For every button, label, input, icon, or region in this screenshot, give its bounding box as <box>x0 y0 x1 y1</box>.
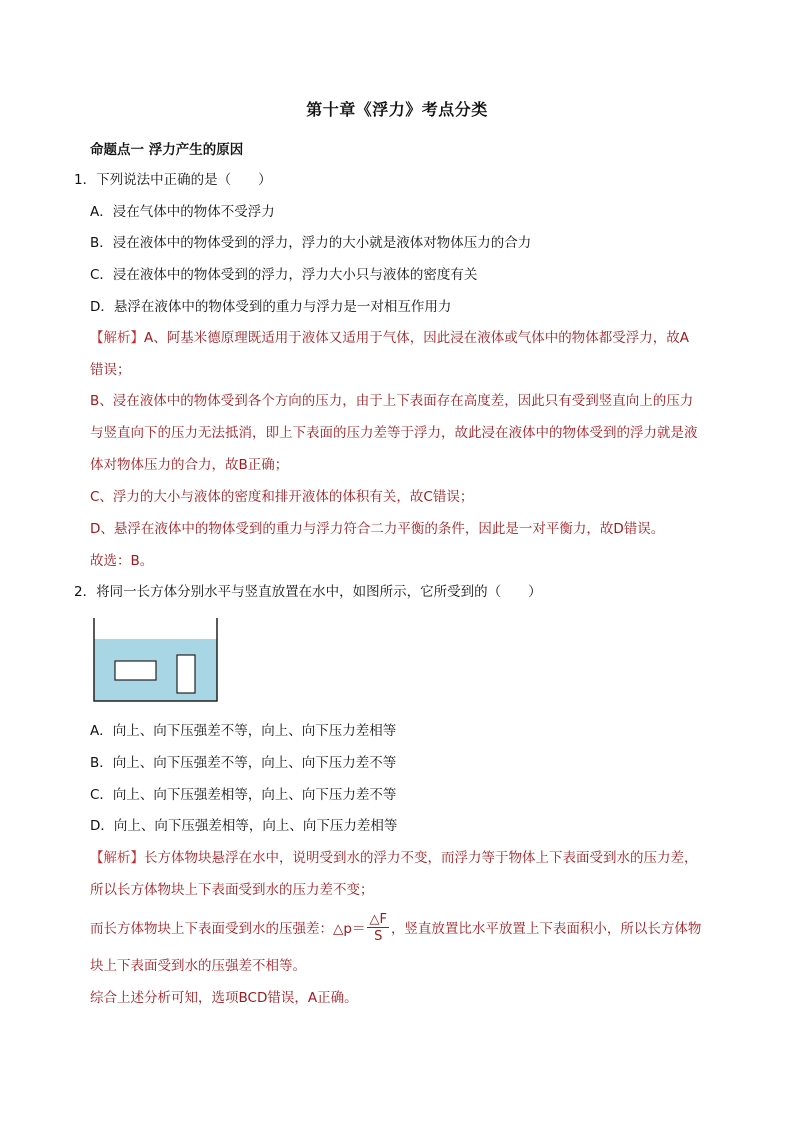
water-container-figure <box>93 618 218 702</box>
option-b: B．浸在液体中的物体受到的浮力，浮力的大小就是液体对物体压力的合力 <box>90 235 532 251</box>
page-title: 第十章《浮力》考点分类 <box>306 100 488 119</box>
figure-svg <box>93 618 218 702</box>
analysis-line: 【解析】A、阿基米德原理既适用于液体又适用于气体，因此浸在液体或气体中的物体都受浮力，故A <box>90 330 689 346</box>
analysis-line: 故选：B。 <box>90 553 154 569</box>
analysis-line-formula: 而长方体物块上下表面受到水的压强差：△p＝ $\frac{\triangle F}{S}$ ，竖直放置比水平放置上下表面积小，所以长方体物 <box>90 912 702 944</box>
analysis-line: D、悬浮在液体中的物体受到的重力与浮力符合二力平衡的条件，因此是一对平衡力，故D错误。 <box>90 521 665 537</box>
option-d: D．悬浮在液体中的物体受到的重力与浮力是一对相互作用力 <box>90 299 452 315</box>
analysis-line: 体对物体压力的合力，故B正确； <box>90 457 289 473</box>
question-number: 2． <box>74 584 97 600</box>
analysis-line: 与竖直向下的压力无法抵消，即上下表面的压力差等于浮力，故此浸在液体中的物体受到的浮力就是液 <box>90 425 698 441</box>
fraction-delta-f-over-s <box>367 913 388 943</box>
analysis-line: 块上下表面受到水的压强差不相等。 <box>90 958 306 974</box>
question-stem: 下列说法中正确的是（ ） <box>96 172 272 188</box>
analysis-line: B、浸在液体中的物体受到各个方向的压力，由于上下表面存在高度差，因此只有受到竖直向上的压力 <box>90 393 694 409</box>
fraction-numerator: △F <box>369 912 387 927</box>
analysis-line: 错误； <box>90 362 131 378</box>
horizontal-block <box>115 661 156 680</box>
analysis-line: 所以长方体物块上下表面受到水的压力差不变； <box>90 882 374 898</box>
option-b: B．向上、向下压强差不等，向上、向下压力差不等 <box>90 755 397 771</box>
analysis-line: 综合上述分析可知，选项BCD错误，A正确。 <box>90 990 358 1006</box>
analysis-line: C、浮力的大小与液体的密度和排开液体的体积有关，故C错误； <box>90 489 474 505</box>
analysis-line: 【解析】长方体物块悬浮在水中，说明受到水的浮力不变，而浮力等于物体上下表面受到水的压力差， <box>90 850 698 866</box>
analysis-tag: 【解析】 <box>90 850 144 866</box>
option-d: D．向上、向下压强差相等，向上、向下压力差相等 <box>90 818 398 834</box>
question-1 <box>74 170 272 190</box>
question-number: 1． <box>74 172 97 188</box>
analysis-tag: 【解析】 <box>90 330 144 346</box>
option-c: C．浸在液体中的物体受到的浮力，浮力大小只与液体的密度有关 <box>90 267 478 283</box>
option-a: A．浸在气体中的物体不受浮力 <box>90 204 275 220</box>
fraction-denominator: S <box>374 929 383 944</box>
question-stem: 将同一长方体分别水平与竖直放置在水中，如图所示，它所受到的（ ） <box>96 584 542 600</box>
section-heading: 命题点一 浮力产生的原因 <box>90 142 244 158</box>
option-c: C．向上、向下压强差相等，向上、向下压力差不等 <box>90 787 397 803</box>
vertical-block <box>177 655 195 693</box>
question-2 <box>74 582 542 602</box>
option-a: A．向上、向下压强差不等，向上、向下压力差相等 <box>90 723 397 739</box>
